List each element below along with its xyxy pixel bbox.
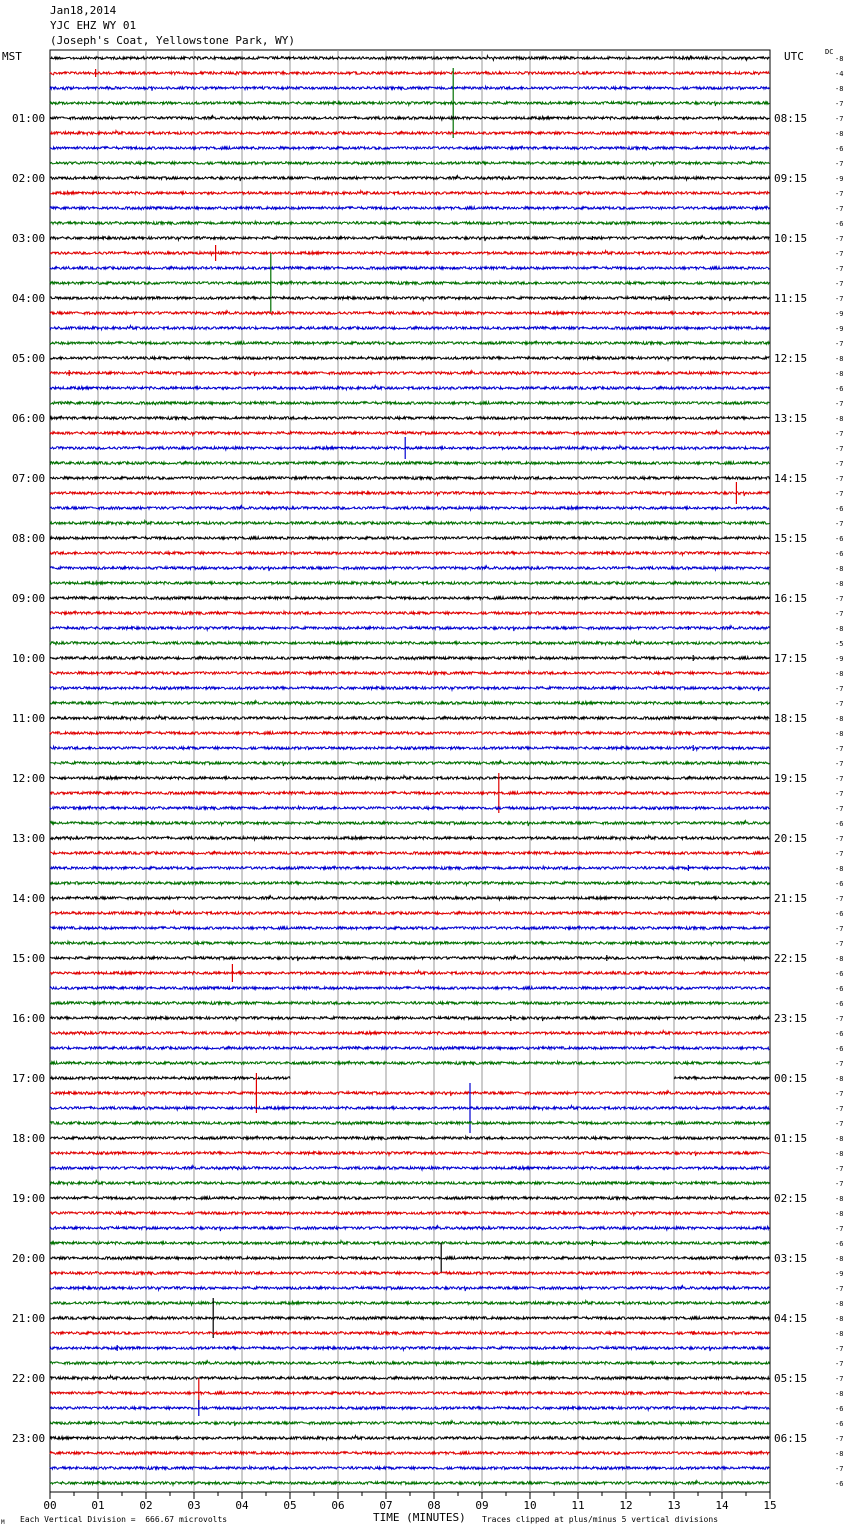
dc-offset-label: -8 [835,1450,844,1458]
dc-offset-label: -7 [835,1090,844,1098]
trace-line [50,386,769,390]
trace-line [50,1421,769,1426]
trace-line [50,1106,769,1111]
hour-label-utc: 16:15 [774,592,808,605]
x-tick-label: 05 [283,1499,297,1512]
trace-line [50,597,769,600]
hour-label-utc: 15:15 [774,532,808,545]
dc-offset-label: -8 [835,865,844,873]
x-tick-label: 06 [331,1499,345,1512]
hour-label-mst: 20:00 [12,1252,46,1265]
dc-offset-label: -7 [835,940,844,948]
trace-line [50,221,769,224]
vertical-division-note: Each Vertical Division = 666.67 microvolts [20,1515,228,1524]
dc-offset-label: -8 [835,355,844,363]
hour-label-utc: 14:15 [774,472,808,485]
dc-offset-label: -7 [835,280,844,288]
trace-line [50,1376,769,1380]
trace-line [50,552,769,555]
trace-line [674,1077,769,1080]
hour-label-mst: 08:00 [12,532,46,545]
trace-line [50,851,769,855]
trace-line [50,1256,769,1259]
hour-label-utc: 20:15 [774,832,808,845]
trace-line [50,1046,769,1050]
trace-line [50,461,769,465]
trace-line [50,297,769,301]
trace-line [50,371,769,376]
record-date: Jan18,2014 [50,4,117,17]
dc-offset-label: -7 [835,925,844,933]
dc-offset-label: -7 [835,700,844,708]
dc-offset-label: -6 [835,535,844,543]
trace-line [50,1316,769,1320]
dc-offset-label: -7 [835,265,844,273]
dc-offset-label: -8 [835,85,844,93]
hour-label-utc: 00:15 [774,1072,808,1085]
dc-offset-label: -6 [835,550,844,558]
hour-label-mst: 02:00 [12,172,46,185]
trace-line [50,1152,769,1156]
trace-line [50,776,769,780]
hour-label-mst: 15:00 [12,952,46,965]
hour-label-mst: 10:00 [12,652,46,665]
hour-label-utc: 23:15 [774,1012,808,1025]
dc-offset-label: -6 [835,1000,844,1008]
hour-label-mst: 05:00 [12,352,46,365]
dc-offset-label: -7 [835,1165,844,1173]
hour-label-mst: 04:00 [12,292,46,305]
x-tick-label: 12 [619,1499,633,1512]
trace-line [50,1077,290,1080]
x-tick-label: 11 [571,1499,585,1512]
hour-label-utc: 03:15 [774,1252,808,1265]
dc-offset-label: -9 [835,310,844,318]
trace-line [50,716,769,720]
hour-label-mst: 09:00 [12,592,46,605]
dc-offset-label: -6 [835,505,844,513]
hour-label-utc: 22:15 [774,952,808,965]
trace-line [50,1212,769,1215]
trace-line [50,581,769,585]
hour-label-mst: 06:00 [12,412,46,425]
trace-line [50,1407,769,1410]
dc-offset-label: -6 [835,880,844,888]
dc-offset-label: -7 [835,1345,844,1353]
dc-offset-label: -8 [835,1315,844,1323]
trace-line [50,671,769,674]
hour-label-mst: 16:00 [12,1012,46,1025]
trace-line [50,836,769,841]
dc-offset-label: -7 [835,190,844,198]
trace-line [50,1196,769,1199]
dc-offset-label: -7 [835,595,844,603]
dc-offset-label: -8 [835,1390,844,1398]
hour-label-mst: 22:00 [12,1372,46,1385]
dc-offset-label: -8 [835,625,844,633]
hour-label-utc: 12:15 [774,352,808,365]
dc-offset-label: -6 [835,1420,844,1428]
trace-line [50,281,769,284]
dc-offset-label: -6 [835,1045,844,1053]
dc-offset-label: -8 [835,580,844,588]
dc-offset-label: -6 [835,910,844,918]
hour-label-mst: 03:00 [12,232,46,245]
trace-line [50,521,769,525]
dc-offset-label: -7 [835,115,844,123]
right-axis-title: UTC [784,50,804,63]
dc-offset-label: -7 [835,1285,844,1293]
trace-line [50,641,769,646]
dc-offset-label: -6 [835,220,844,228]
dc-offset-label: -6 [835,985,844,993]
trace-line [50,357,769,360]
dc-offset-label: -7 [835,760,844,768]
dc-offset-label: -8 [835,565,844,573]
trace-line [50,1091,769,1096]
dc-offset-label: -7 [835,850,844,858]
x-tick-label: 13 [667,1499,681,1512]
dc-offset-label: -7 [835,475,844,483]
trace-line [50,1061,769,1064]
dc-offset-label: -5 [835,640,844,648]
dc-offset-label: -8 [835,415,844,423]
hour-label-mst: 21:00 [12,1312,46,1325]
x-tick-label: 10 [523,1499,537,1512]
trace-line [50,746,769,750]
dc-offset-label: -8 [835,730,844,738]
trace-line [50,1226,769,1231]
hour-label-mst: 13:00 [12,832,46,845]
trace-line [50,206,769,209]
dc-offset-label: -8 [835,670,844,678]
trace-line [50,131,769,135]
dc-offset-label: -7 [835,1015,844,1023]
trace-line [50,1361,769,1366]
dc-offset-label: -7 [835,805,844,813]
dc-offset-label: -9 [835,325,844,333]
trace-line [50,326,769,330]
trace-line [50,191,769,195]
x-tick-label: 00 [43,1499,57,1512]
dc-offset-label: -8 [835,1300,844,1308]
trace-line [50,1466,769,1469]
dc-offset-label: -9 [835,1270,844,1278]
dc-offset-label: -8 [835,715,844,723]
trace-line [50,971,769,975]
hour-label-utc: 02:15 [774,1192,808,1205]
x-tick-label: 01 [91,1499,105,1512]
dc-offset-label: -8 [835,1135,844,1143]
dc-offset-label: -7 [835,1225,844,1233]
dc-offset-label: -6 [835,1405,844,1413]
trace-line [50,176,769,181]
dc-offset-label: -8 [835,130,844,138]
trace-line [50,1136,769,1139]
trace-line [50,792,769,795]
x-axis-label: TIME (MINUTES) [373,1511,466,1524]
dc-offset-label: -9 [835,175,844,183]
plot-frame [50,50,770,1492]
left-axis-title: MST [2,50,22,63]
trace-line [50,162,769,165]
dc-offset-label: -7 [835,235,844,243]
hour-label-utc: 19:15 [774,772,808,785]
trace-line [50,1481,769,1486]
trace-line [50,311,769,316]
trace-line [50,911,769,915]
dc-offset-label: -7 [835,1435,844,1443]
trace-line [50,341,769,344]
dc-offset-label: -7 [835,100,844,108]
hour-label-mst: 07:00 [12,472,46,485]
dc-offset-label: -6 [835,145,844,153]
dc-offset-label: -7 [835,745,844,753]
trace-line [50,431,769,436]
trace-line [50,896,769,901]
trace-line [50,866,769,869]
trace-line [50,402,769,405]
hour-label-utc: 18:15 [774,712,808,725]
dc-offset-label: -7 [835,685,844,693]
trace-line [50,611,769,614]
trace-line [50,1391,769,1394]
x-tick-label: 07 [379,1499,393,1512]
trace-line [50,1347,769,1351]
trace-line [50,536,769,539]
dc-offset-label: -8 [835,1210,844,1218]
dc-offset-label: -7 [835,520,844,528]
dc-offset-label: -7 [835,1060,844,1068]
dc-offset-label: -8 [835,1255,844,1263]
dc-offset-label: -7 [835,835,844,843]
hour-label-utc: 05:15 [774,1372,808,1385]
hour-label-utc: 11:15 [774,292,808,305]
hour-label-utc: 10:15 [774,232,808,245]
trace-line [50,55,769,60]
dc-offset-label: -7 [835,1120,844,1128]
hour-label-mst: 11:00 [12,712,46,725]
trace-line [50,1166,769,1171]
hour-label-mst: 14:00 [12,892,46,905]
dc-offset-label: -7 [835,1375,844,1383]
dc-offset-label: -7 [835,895,844,903]
dc-offset-label: -7 [835,445,844,453]
trace-line [50,236,769,241]
trace-line [50,86,769,91]
x-tick-label: 03 [187,1499,201,1512]
trace-line [50,506,769,511]
dc-offset-label: -7 [835,790,844,798]
dc-offset-label: -7 [835,1360,844,1368]
dc-offset-label: -8 [835,1075,844,1083]
trace-line [50,1031,769,1036]
hour-label-utc: 01:15 [774,1132,808,1145]
dc-offset-label: -6 [835,970,844,978]
dc-offset-label: -6 [835,820,844,828]
trace-line [50,1121,769,1125]
dc-offset-label: -8 [835,55,844,63]
trace-line [50,251,769,256]
x-tick-label: 14 [715,1499,729,1512]
dc-offset-label: -7 [835,160,844,168]
clip-note: Traces clipped at plus/minus 5 vertical divisions [482,1515,719,1524]
dc-offset-label: -7 [835,1465,844,1473]
x-tick-label: 09 [475,1499,489,1512]
corner-mark: M [1,1519,5,1526]
dc-offset-label: -6 [835,385,844,393]
hour-label-utc: 17:15 [774,652,808,665]
hour-label-utc: 21:15 [774,892,808,905]
hour-label-mst: 19:00 [12,1192,46,1205]
station-location: (Joseph's Coat, Yellowstone Park, WY) [50,34,296,47]
dc-offset-label: -7 [835,490,844,498]
dc-offset-label: -7 [835,340,844,348]
trace-line [50,266,769,270]
trace-line [50,416,769,419]
dc-offset-label: -8 [835,1195,844,1203]
hour-label-mst: 23:00 [12,1432,46,1445]
trace-line [50,956,769,961]
x-tick-label: 04 [235,1499,249,1512]
dc-offset-label: -7 [835,1105,844,1113]
hour-label-mst: 12:00 [12,772,46,785]
trace-line [50,102,769,106]
trace-line [50,941,769,945]
dc-offset-label: -7 [835,400,844,408]
trace-line [50,701,769,706]
trace-line [50,821,769,826]
trace-line [50,687,769,691]
trace-line [50,1016,769,1021]
trace-line [50,72,769,75]
dc-offset-label: -6 [835,1480,844,1488]
trace-line [50,1001,769,1004]
hour-label-utc: 04:15 [774,1312,808,1325]
dc-offset-label: -8 [835,1150,844,1158]
dc-offset-label: -7 [835,295,844,303]
x-tick-label: 15 [763,1499,777,1512]
trace-line [50,626,769,631]
trace-line [50,146,769,149]
dc-offset-label: -6 [835,1240,844,1248]
trace-line [50,806,769,809]
trace-line [50,1451,769,1454]
dc-offset-label: -6 [835,1030,844,1038]
trace-line [50,1241,769,1245]
trace-line [50,882,769,885]
dc-offset-label: -7 [835,610,844,618]
hour-label-mst: 17:00 [12,1072,46,1085]
trace-line [50,1271,769,1274]
trace-line [50,987,769,990]
trace-line [50,1181,769,1185]
hour-label-utc: 08:15 [774,112,808,125]
dc-offset-label: -4 [835,70,844,78]
trace-line [50,1301,769,1306]
dc-offset-label: -7 [835,205,844,213]
trace-line [50,1331,769,1334]
trace-line [50,731,769,734]
trace-line [50,492,769,496]
station-id: YJC EHZ WY 01 [50,19,137,32]
dc-offset-label: -8 [835,370,844,378]
hour-label-mst: 01:00 [12,112,46,125]
dc-offset-label: -7 [835,250,844,258]
hour-label-utc: 06:15 [774,1432,808,1445]
dc-offset-label: -8 [835,1330,844,1338]
dc-offset-label: -8 [835,955,844,963]
dc-title: DC [825,48,834,56]
hour-label-utc: 13:15 [774,412,808,425]
trace-line [50,761,769,766]
trace-line [50,1436,769,1440]
dc-offset-label: -7 [835,430,844,438]
trace-line [50,926,769,929]
dc-offset-label: -9 [835,655,844,663]
dc-offset-label: -7 [835,460,844,468]
dc-offset-label: -7 [835,1180,844,1188]
trace-line [50,446,769,451]
trace-line [50,116,769,121]
trace-line [50,1286,769,1291]
trace-line [50,566,769,571]
x-tick-label: 02 [139,1499,153,1512]
hour-label-mst: 18:00 [12,1132,46,1145]
trace-line [50,476,769,479]
x-tick-label: 08 [427,1499,441,1512]
hour-label-utc: 09:15 [774,172,808,185]
trace-line [50,656,769,660]
dc-offset-label: -7 [835,775,844,783]
